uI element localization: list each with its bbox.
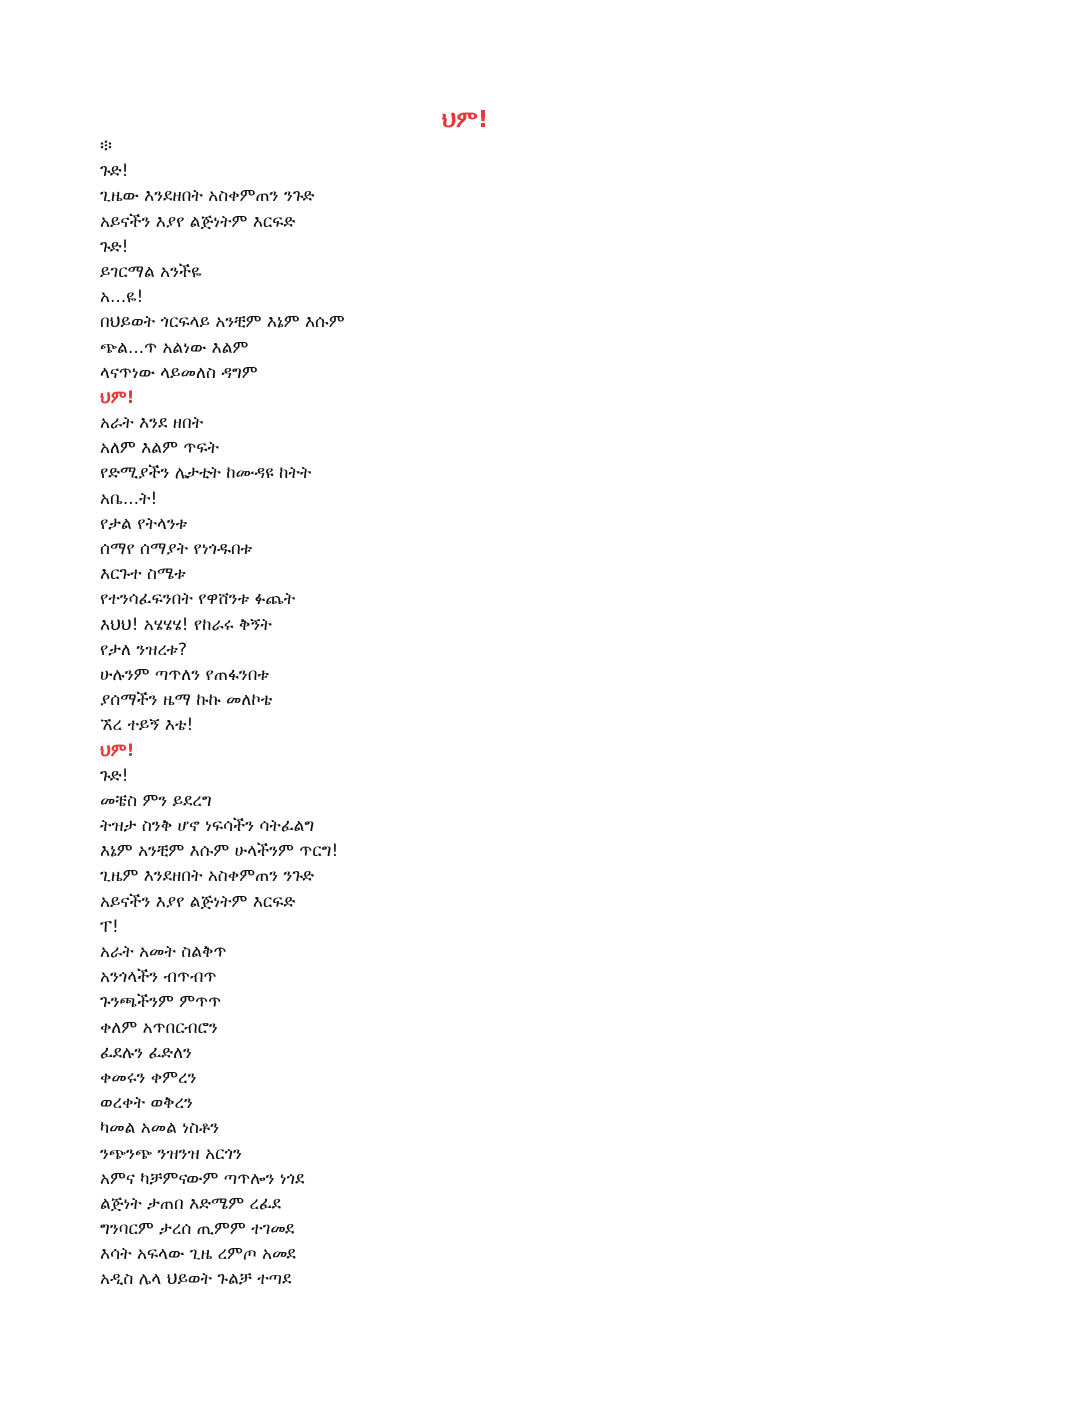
poem-body <box>100 134 1000 1293</box>
poem-line: አንጎላችን ብጥብጥ <box>100 967 217 988</box>
poem-line: የታል የትላንቱ <box>100 513 188 534</box>
poem-line: አራት አመት ስልቅጥ <box>100 942 227 962</box>
poem-line: እኔም አንቺም እሱም ሁላችንም ጥርግ! <box>100 841 339 862</box>
poem-line: ቀለም አጥበርብሮን <box>100 1017 218 1038</box>
poem-line: ጊዜም እንደዘበት አስቀምጠን ንጉድ <box>100 866 315 887</box>
poem-line: የድሚያችን ሌታቲት ከሙዳዩ ከትት <box>100 463 312 484</box>
poem-line: አቤ...ት! <box>100 488 158 509</box>
poem-line: አለም እልም ጥፍት <box>100 438 219 459</box>
poem-line: እርጉተ ስሜቱ <box>100 564 186 585</box>
poem-line: ጭል...ጥ አልነው እልም <box>100 337 249 358</box>
poem-line: እሳት አፍላው ጊዜ ረምጦ አመደ <box>100 1244 296 1265</box>
poem-line: ትዝታ ስንቅ ሆኖ ነፍሳችን ሳትፈልግ <box>100 816 315 837</box>
poem-line: ቀመሩን ቀምረን <box>100 1067 197 1088</box>
poem-line: አራት እንደ ዘበት <box>100 413 204 434</box>
poem-line: ፐ! <box>100 916 119 937</box>
poem-line: አዲስ ሌላ ህይወት ጉልቻ ተጣደ <box>100 1269 292 1290</box>
poem-line: ወረቀት ወቅረን <box>100 1093 193 1114</box>
poem-refrain-line: ህም! <box>100 387 135 408</box>
poem-line: ጉድ! <box>100 236 129 257</box>
poem-line: የታለ ንዝረቱ? <box>100 639 187 660</box>
poem-line: ላናጥነው ላይመለስ ዳግም <box>100 362 258 383</box>
poem-line: ግንባርም ታረሰ ጢምም ተገመደ <box>100 1219 295 1240</box>
poem-line: እህህ! አሄሄሄ! የከራሩ ቅኝት <box>100 614 272 635</box>
poem-line: ፈደሉን ፈድለን <box>100 1042 192 1063</box>
poem-title: ህም! <box>441 107 489 133</box>
poem-line: ይገርማል አንችዬ <box>100 261 202 282</box>
poem-line: የተንሳፈፍንበት የዋሸንቱ ፉጨት <box>100 589 296 610</box>
poem-line: በህይወት ጎርፍላይ አንቺም እኔም እሱም <box>100 312 345 333</box>
poem-line: ንጭንጭ ንዝንዝ አርጎን <box>100 1143 242 1164</box>
poem-line: ጉድ! <box>100 765 129 786</box>
poem-line: ሁሉንም ጣጥለን የጠፋንበቱ <box>100 664 269 685</box>
poem-line: ፨ <box>100 136 112 156</box>
poem-line: ጊዜው እንደዘበት አስቀምጠን ንጉድ <box>100 186 315 207</box>
poem-line: አ...ዬ! <box>100 287 144 308</box>
poem-line: አይናችን እያየ ልጅነትም እርፍድ <box>100 211 296 232</box>
poem-line: ሰማየ ሰማያት የነጎዱበቱ <box>100 539 253 559</box>
poem-line: ልጅነት ታጠበ እድሜም ረፈደ <box>100 1193 282 1214</box>
poem-line: አምና ካቻምናውም ጣጥሎን ነጎደ <box>100 1168 305 1189</box>
poem-line: ጉንጫችንም ምጥጥ <box>100 992 222 1013</box>
poem-line: ካመል አመል ነስቶን <box>100 1118 220 1139</box>
poem-refrain-line: ህም! <box>100 740 135 761</box>
poem-line: ያሰማችን ዜማ ኩኩ መለኮቴ <box>100 690 273 711</box>
poem-line: አይናችን እያየ ልጅነትም እርፍድ <box>100 891 296 912</box>
poem-line: መቼስ ምን ይደረግ <box>100 790 212 811</box>
poem-line: ጉድ! <box>100 161 129 182</box>
poem-line: ኧረ ተይኝ እቴ! <box>100 715 194 736</box>
